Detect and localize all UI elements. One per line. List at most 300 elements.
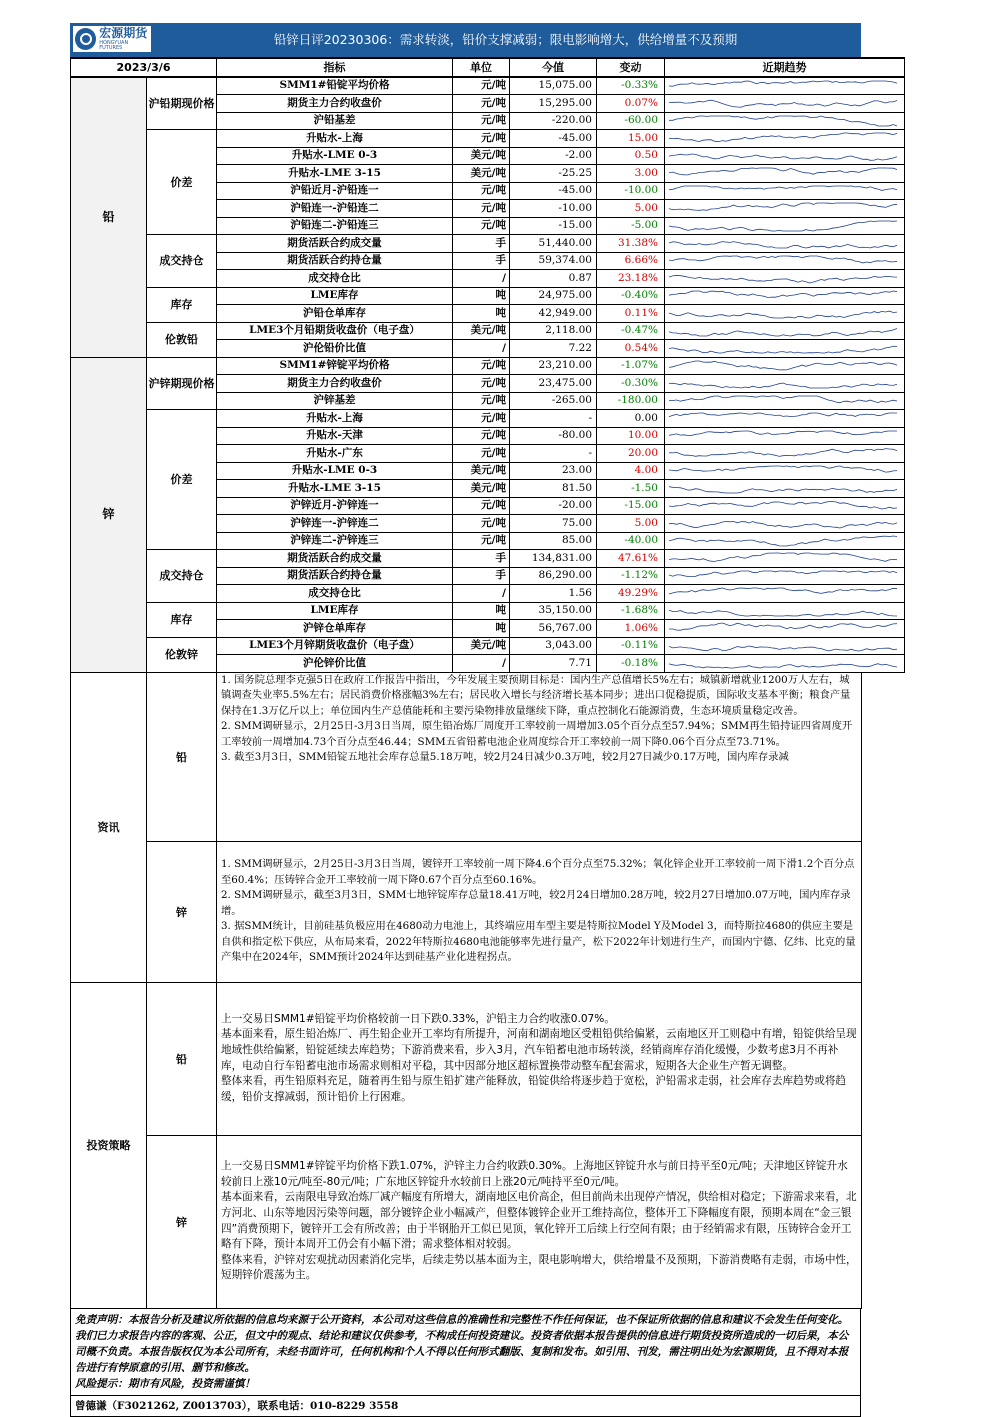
sparkline-line	[669, 186, 897, 190]
trend-sparkline	[665, 340, 905, 358]
indicator-change: -0.47%	[597, 322, 665, 340]
trend-sparkline	[665, 305, 905, 323]
trend-sparkline	[665, 445, 905, 463]
sparkline-chart	[667, 534, 903, 548]
indicator-unit: 手	[453, 252, 510, 270]
indicator-change: -1.68%	[597, 602, 665, 620]
sparkline-line	[669, 623, 897, 630]
indicator-change: 31.38%	[597, 235, 665, 253]
col-header-indicator: 指标	[217, 58, 453, 77]
indicator-unit: 吨	[453, 287, 510, 305]
indicator-change: -1.12%	[597, 567, 665, 585]
sparkline-line	[669, 610, 897, 616]
sparkline-line	[669, 100, 897, 107]
indicator-unit: 美元/吨	[453, 637, 510, 655]
trend-sparkline	[665, 147, 905, 165]
indicator-unit: 元/吨	[453, 532, 510, 550]
indicator-value: 23,210.00	[510, 357, 597, 375]
indicator-name: 升贴水-上海	[217, 410, 453, 428]
group-label: 价差	[147, 410, 217, 550]
indicator-change: -1.07%	[597, 357, 665, 375]
indicator-name: 沪铅近月-沪铅连一	[217, 182, 453, 200]
indicator-change: 1.06%	[597, 620, 665, 638]
group-label: 库存	[147, 602, 217, 637]
sparkline-chart	[667, 254, 903, 268]
news-zinc-item: 3. 据SMM统计，目前硅基负极应用在4680动力电池上，其终端应用车型主要是特斯拉Model Y及Model 3，而特斯拉4680的供应主要是自供和指定松下供应，从布局来看，2022年特斯拉4680电池能够率先进行量产，松下2022年计划进行生产，而国内宁德、亿纬、比克的量产集中在2024年，SMM预计2024年达到硅基产业化进程拐点。	[221, 920, 856, 964]
strategy-zinc-text	[217, 1135, 862, 1308]
group-label: 价差	[147, 130, 217, 235]
trend-sparkline	[665, 95, 905, 113]
indicator-value: -45.00	[510, 182, 597, 200]
trend-sparkline	[665, 112, 905, 130]
indicator-name: 期货主力合约收盘价	[217, 375, 453, 393]
sparkline-line	[669, 221, 897, 231]
indicator-value: -220.00	[510, 112, 597, 130]
indicator-name: 升贴水-天津	[217, 427, 453, 445]
indicator-change: 0.54%	[597, 340, 665, 358]
sparkline-chart	[667, 271, 903, 285]
sparkline-chart	[667, 604, 903, 618]
indicator-change: -1.50	[597, 480, 665, 498]
sparkline-line	[669, 571, 897, 577]
group-label: 伦敦锌	[147, 637, 217, 672]
indicator-unit: 美元/吨	[453, 147, 510, 165]
indicator-unit: 吨	[453, 602, 510, 620]
indicator-value: 1.56	[510, 585, 597, 603]
indicator-change: 0.50	[597, 147, 665, 165]
indicator-change: 10.00	[597, 427, 665, 445]
trend-sparkline	[665, 200, 905, 218]
indicator-value: 42,949.00	[510, 305, 597, 323]
indicator-value: 51,440.00	[510, 235, 597, 253]
sparkline-line	[669, 347, 897, 354]
indicator-value: 24,975.00	[510, 287, 597, 305]
strategy-lead-label: 铅	[147, 982, 217, 1135]
indicator-value: -25.25	[510, 165, 597, 183]
strategy-zinc-item: 整体来看，沪锌对宏观扰动因素消化完毕，后续走势以基本面为主，限电影响增大，供给增量不及预期，下游消费略有走弱，市场中性，短期锌价震荡为主。	[221, 1253, 857, 1282]
indicator-name: 升贴水-LME 3-15	[217, 165, 453, 183]
indicator-unit: 元/吨	[453, 445, 510, 463]
sparkline-chart	[667, 79, 903, 93]
sparkline-chart	[667, 306, 903, 320]
indicator-unit: /	[453, 340, 510, 358]
sparkline-chart	[667, 411, 903, 425]
indicator-value: 2,118.00	[510, 322, 597, 340]
sparkline-line	[669, 383, 897, 388]
sparkline-line	[669, 81, 897, 86]
sparkline-line	[669, 256, 897, 263]
indicator-value: 56,767.00	[510, 620, 597, 638]
indicator-unit: 手	[453, 550, 510, 568]
news-zinc-item: 1. SMM调研显示，2月25日-3月3日当周，镀锌开工率较前一周下降4.6个百分点至75.32%；氧化锌企业开工率较前一周下滑1.2个百分点至60.4%；压铸锌合金开工率较前一周下降0.67个百分点至60.16%。	[221, 857, 855, 886]
indicator-value: -10.00	[510, 200, 597, 218]
sparkline-chart	[667, 289, 903, 303]
trend-sparkline	[665, 252, 905, 270]
sparkline-line	[669, 553, 897, 561]
indicator-value: 81.50	[510, 480, 597, 498]
sparkline-line	[669, 413, 897, 417]
sparkline-line	[669, 536, 897, 546]
indicator-unit: 元/吨	[453, 392, 510, 410]
trend-sparkline	[665, 462, 905, 480]
indicator-name: 升贴水-LME 3-15	[217, 480, 453, 498]
indicator-change: 0.11%	[597, 305, 665, 323]
sparkline-chart	[667, 464, 903, 478]
indicator-change: -0.11%	[597, 637, 665, 655]
indicator-name: 期货活跃合约持仓量	[217, 252, 453, 270]
indicator-unit: 元/吨	[453, 95, 510, 113]
sparkline-chart	[667, 656, 903, 670]
indicator-change: -40.00	[597, 532, 665, 550]
table-row	[71, 130, 905, 148]
sparkline-line	[669, 291, 897, 298]
sparkline-chart	[667, 569, 903, 583]
group-label: 沪铅期现价格	[147, 77, 217, 130]
sparkline-line	[669, 242, 897, 248]
news-zinc-item: 2. SMM调研显示，截至3月3日，SMM七地锌锭库存总量18.41万吨，较2月24日增加0.28万吨，较2月27日增加0.07万吨，国内库存录增。	[221, 889, 851, 917]
indicator-change: 49.29%	[597, 585, 665, 603]
sparkline-line	[669, 664, 897, 668]
trend-sparkline	[665, 637, 905, 655]
indicator-unit: 元/吨	[453, 357, 510, 375]
indicator-change: 20.00	[597, 445, 665, 463]
col-header-unit: 单位	[453, 58, 510, 77]
trend-sparkline	[665, 655, 905, 673]
indicator-unit: 美元/吨	[453, 165, 510, 183]
indicator-unit: /	[453, 585, 510, 603]
indicator-unit: 手	[453, 567, 510, 585]
indicator-value: 86,290.00	[510, 567, 597, 585]
sparkline-line	[669, 522, 897, 529]
strategy-zinc-label: 锌	[147, 1135, 217, 1308]
strategy-lead-text	[217, 982, 862, 1135]
indicator-change: -60.00	[597, 112, 665, 130]
sparkline-line	[669, 116, 897, 126]
indicator-unit: 元/吨	[453, 427, 510, 445]
indicator-value: 85.00	[510, 532, 597, 550]
indicator-value: -265.00	[510, 392, 597, 410]
indicator-name: 沪锌仓单库存	[217, 620, 453, 638]
indicator-change: 15.00	[597, 130, 665, 148]
sparkline-line	[669, 449, 897, 457]
indicator-change: 4.00	[597, 462, 665, 480]
disclaimer-text: 免责声明：本报告分析及建议所依据的信息均来源于公开资料，本公司对这些信息的准确性和完整性不作任何保证，也不保证所依据的信息和建议不会发生任何变化。我们已力求报告内容的客观、公正，但文中的观点、结论和建议仅供参考，不构成任何投资建议。投资者依据本报告提供的信息进行期货投资所造成的一切后果，本公司概不负责。本报告版权仅为本公司所有，未经书面许可，任何机构和个人不得以任何形式翻版、复制和发布。如引用、刊发，需注明出处为宏源期货，且不得对本报告进行有悖原意的引用、删节和修改。	[75, 1313, 849, 1374]
indicator-unit: 元/吨	[453, 200, 510, 218]
indicator-name: 期货活跃合约成交量	[217, 550, 453, 568]
metal-label: 锌	[71, 357, 147, 672]
indicator-unit: 美元/吨	[453, 480, 510, 498]
sparkline-chart	[667, 324, 903, 338]
indicator-value: 134,831.00	[510, 550, 597, 568]
trend-sparkline	[665, 602, 905, 620]
indicator-value: 59,374.00	[510, 252, 597, 270]
indicator-unit: /	[453, 655, 510, 673]
sparkline-chart	[667, 516, 903, 530]
indicator-unit: 美元/吨	[453, 322, 510, 340]
indicator-value: 23.00	[510, 462, 597, 480]
indicator-name: LME库存	[217, 287, 453, 305]
indicator-name: 升贴水-上海	[217, 130, 453, 148]
indicator-name: 成交持仓比	[217, 270, 453, 288]
sparkline-line	[669, 361, 897, 370]
sparkline-chart	[667, 359, 903, 373]
indicator-name: 沪锌近月-沪锌连一	[217, 497, 453, 515]
sparkline-line	[669, 311, 897, 318]
indicator-value: -	[510, 410, 597, 428]
disclaimer	[70, 1308, 861, 1396]
strategy-lead-item: 整体来看，再生铅原料充足，随着再生铅与原生铅扩建产能释放，铅锭供给将逐步趋于宽松，沪铅需求走弱，社会库存去库趋势或将趋缓，铅价支撑减弱，预计铅价上行困难。	[221, 1075, 847, 1103]
indicator-unit: 吨	[453, 620, 510, 638]
sparkline-chart	[667, 376, 903, 390]
col-header-change: 变动	[597, 58, 665, 77]
indicator-unit: 元/吨	[453, 515, 510, 533]
sparkline-chart	[667, 96, 903, 110]
trend-sparkline	[665, 235, 905, 253]
trend-sparkline	[665, 532, 905, 550]
report-sheet	[70, 23, 861, 1417]
strategy-lead-item: 基本面来看，原生铅冶炼厂、再生铅企业开工率均有所提升，河南和湖南地区受粗铅供给偏紧，云南地区开工则稳中有增，铅锭供给呈现地域性供给偏紧，铅锭延续去库趋势；下游消费来看，步入3月，汽车铅蓄电池市场转淡，经销商库存消化缓慢，少数考虑3月不再补库，电动自行车铅蓄电池市场需求则相对平稳，其中因部分地区超标置换带动整车配套需求，短期各大企业生产暂无调整。	[221, 1028, 857, 1072]
sparkline-chart	[667, 499, 903, 513]
indicator-change: -5.00	[597, 217, 665, 235]
news-section	[70, 672, 862, 983]
sparkline-chart	[667, 446, 903, 460]
table-header-row	[71, 58, 905, 77]
logo-mark-icon	[75, 28, 96, 50]
news-lead-label: 铅	[147, 672, 217, 841]
indicator-name: 升贴水-LME 0-3	[217, 147, 453, 165]
trend-sparkline	[665, 515, 905, 533]
group-label: 伦敦铅	[147, 322, 217, 357]
analyst-contact: 曾德谦（F3021262, Z0013703），联系电话：010-8229 3558	[70, 1395, 861, 1417]
table-row	[71, 322, 905, 340]
sparkline-chart	[667, 621, 903, 635]
logo-name-cn: 宏源期货	[99, 26, 148, 40]
news-zinc-text	[217, 841, 862, 982]
indicator-name: 期货活跃合约成交量	[217, 235, 453, 253]
indicator-name: 沪伦锌价比值	[217, 655, 453, 673]
indicator-change: -0.30%	[597, 375, 665, 393]
indicator-value: -20.00	[510, 497, 597, 515]
news-lead-item: 3. 截至3月3日，SMM铅锭五地社会库存总量5.18万吨，较2月24日减少0.3万吨，较2月27日减少0.17万吨，国内库存录减	[221, 751, 789, 764]
company-logo	[73, 26, 151, 52]
group-label: 成交持仓	[147, 235, 217, 288]
trend-sparkline	[665, 357, 905, 375]
table-row	[71, 357, 905, 375]
sparkline-chart	[667, 586, 903, 600]
indicator-value: 23,475.00	[510, 375, 597, 393]
strategy-section	[70, 982, 862, 1309]
indicator-change: -0.33%	[597, 77, 665, 95]
risk-warning: 风险提示：期市有风险，投资需谨慎！	[75, 1377, 256, 1390]
indicator-change: 23.18%	[597, 270, 665, 288]
news-lead-item: 2. SMM调研显示，2月25日-3月3日当周，原生铅冶炼厂周度开工率较前一周增加3.05个百分点至57.94%；SMM再生铅持证四省周度开工率较前一周增加4.73个百分点至46.44；SMM五省铅蓄电池企业周度综合开工率较前一周下降0.06个百分点至73.71%。	[221, 720, 853, 748]
col-header-trend: 近期趋势	[665, 58, 905, 77]
sparkline-line	[669, 646, 897, 651]
news-lead-item: 1. 国务院总理李克强5日在政府工作报告中指出，今年发展主要预期目标是：国内生产总值增长5%左右；城镇新增就业1200万人左右，城镇调查失业率5.5%左右；居民消费价格涨幅3%左右；居民收入增长与经济增长基本同步；进出口促稳提质，国际收支基本平衡；粮食产量保持在1.3万亿斤以上；单位国内生产总值能耗和主要污染物排放量继续下降，重点控制化石能源消费，生态环境质量稳定改善。	[221, 673, 851, 717]
news-zinc-label: 锌	[147, 841, 217, 982]
trend-sparkline	[665, 375, 905, 393]
indicator-name: 沪锌连一-沪锌连二	[217, 515, 453, 533]
table-row	[71, 410, 905, 428]
indicator-change: 0.07%	[597, 95, 665, 113]
indicator-table	[70, 57, 905, 673]
indicator-unit: 元/吨	[453, 130, 510, 148]
table-row	[71, 287, 905, 305]
indicator-change: -180.00	[597, 392, 665, 410]
indicator-value: -	[510, 445, 597, 463]
indicator-name: LME3个月锌期货收盘价（电子盘）	[217, 637, 453, 655]
trend-sparkline	[665, 392, 905, 410]
group-label: 沪锌期现价格	[147, 357, 217, 410]
trend-sparkline	[665, 165, 905, 183]
strategy-label: 投资策略	[71, 982, 147, 1308]
indicator-unit: 元/吨	[453, 77, 510, 95]
indicator-value: -45.00	[510, 130, 597, 148]
trend-sparkline	[665, 410, 905, 428]
indicator-value: -80.00	[510, 427, 597, 445]
indicator-unit: 元/吨	[453, 182, 510, 200]
sparkline-chart	[667, 236, 903, 250]
trend-sparkline	[665, 287, 905, 305]
indicator-change: -10.00	[597, 182, 665, 200]
indicator-name: 沪铅基差	[217, 112, 453, 130]
strategy-lead-item: 上一交易日SMM1#铅锭平均价格较前一日下跌0.33%，沪铅主力合约收涨0.07%。	[221, 1012, 615, 1025]
trend-sparkline	[665, 217, 905, 235]
sparkline-line	[669, 328, 897, 336]
trend-sparkline	[665, 322, 905, 340]
trend-sparkline	[665, 550, 905, 568]
indicator-unit: 元/吨	[453, 217, 510, 235]
indicator-unit: 元/吨	[453, 410, 510, 428]
indicator-unit: 手	[453, 235, 510, 253]
news-lead-text	[217, 672, 862, 841]
indicator-value: 15,295.00	[510, 95, 597, 113]
indicator-name: 期货主力合约收盘价	[217, 95, 453, 113]
indicator-unit: 吨	[453, 305, 510, 323]
sparkline-line	[669, 487, 897, 493]
report-date: 2023/3/6	[71, 58, 217, 77]
sparkline-chart	[667, 166, 903, 180]
indicator-name: 沪铅连一-沪铅连二	[217, 200, 453, 218]
sparkline-line	[669, 396, 897, 403]
group-label: 库存	[147, 287, 217, 322]
indicator-change: 3.00	[597, 165, 665, 183]
sparkline-line	[669, 133, 897, 142]
metal-label: 铅	[71, 77, 147, 358]
trend-sparkline	[665, 585, 905, 603]
indicator-value: 7.71	[510, 655, 597, 673]
sparkline-chart	[667, 131, 903, 145]
trend-sparkline	[665, 497, 905, 515]
sparkline-chart	[667, 481, 903, 495]
indicator-unit: 元/吨	[453, 112, 510, 130]
table-row	[71, 77, 905, 95]
indicator-name: LME3个月铅期货收盘价（电子盘）	[217, 322, 453, 340]
sparkline-chart	[667, 219, 903, 233]
indicator-change: -0.18%	[597, 655, 665, 673]
indicator-unit: 元/吨	[453, 497, 510, 515]
sparkline-chart	[667, 114, 903, 128]
indicator-name: 期货活跃合约持仓量	[217, 567, 453, 585]
col-header-value: 今值	[510, 58, 597, 77]
indicator-change: 47.61%	[597, 550, 665, 568]
indicator-name: SMM1#铅锭平均价格	[217, 77, 453, 95]
sparkline-chart	[667, 429, 903, 443]
trend-sparkline	[665, 77, 905, 95]
indicator-unit: 元/吨	[453, 375, 510, 393]
indicator-change: -15.00	[597, 497, 665, 515]
indicator-value: 7.22	[510, 340, 597, 358]
indicator-unit: /	[453, 270, 510, 288]
indicator-name: SMM1#锌锭平均价格	[217, 357, 453, 375]
indicator-name: 升贴水-广东	[217, 445, 453, 463]
trend-sparkline	[665, 567, 905, 585]
trend-sparkline	[665, 620, 905, 638]
trend-sparkline	[665, 130, 905, 148]
sparkline-line	[669, 431, 897, 436]
indicator-name: LME库存	[217, 602, 453, 620]
indicator-change: 5.00	[597, 200, 665, 218]
logo-name-en: HONGYUAN FUTURES	[99, 40, 129, 51]
sparkline-chart	[667, 149, 903, 163]
indicator-value: 35,150.00	[510, 602, 597, 620]
sparkline-line	[669, 203, 897, 210]
sparkline-line	[669, 276, 897, 284]
indicator-change: 5.00	[597, 515, 665, 533]
indicator-name: 升贴水-LME 0-3	[217, 462, 453, 480]
indicator-unit: 美元/吨	[453, 462, 510, 480]
indicator-value: 15,075.00	[510, 77, 597, 95]
sparkline-chart	[667, 551, 903, 565]
sparkline-line	[669, 168, 897, 175]
sparkline-chart	[667, 201, 903, 215]
indicator-value: 75.00	[510, 515, 597, 533]
report-title: 铅锌日评20230306：需求转淡，铅价支撑减弱；限电影响增大，供给增量不及预期	[273, 32, 738, 47]
indicator-change: 0.00	[597, 410, 665, 428]
group-label: 成交持仓	[147, 550, 217, 603]
table-row	[71, 235, 905, 253]
sparkline-line	[669, 501, 897, 509]
indicator-name: 沪铅连二-沪铅连三	[217, 217, 453, 235]
sparkline-chart	[667, 184, 903, 198]
indicator-name: 沪伦铅价比值	[217, 340, 453, 358]
strategy-zinc-item: 基本面来看，云南限电导致冶炼厂减产幅度有所增大，湖南地区电价高企，但目前尚未出现停产情况，供给相对稳定；下游需求来看，北方河北、山东等地因污染等问题，部分镀锌企业小幅减产，但整体镀锌企业开工维持高位，整体开工下降幅度有限，预期本周在“金三银四”消费预期下，镀锌开工会有所改善；由于半钢胎开工似已见顶，氧化锌开工后续上行空间有限；由于经销需求有限，压铸锌合金开工略有下降，预计本周开工仍会有小幅下滑；需求整体相对较弱。	[221, 1191, 857, 1251]
table-row	[71, 550, 905, 568]
indicator-change: -0.40%	[597, 287, 665, 305]
sparkline-line	[669, 588, 897, 594]
indicator-name: 沪锌连二-沪锌连三	[217, 532, 453, 550]
sparkline-line	[669, 154, 897, 160]
news-label: 资讯	[71, 672, 147, 982]
sparkline-chart	[667, 639, 903, 653]
indicator-name: 沪锌基差	[217, 392, 453, 410]
indicator-value: -2.00	[510, 147, 597, 165]
table-row	[71, 637, 905, 655]
trend-sparkline	[665, 427, 905, 445]
trend-sparkline	[665, 270, 905, 288]
indicator-change: 6.66%	[597, 252, 665, 270]
sparkline-line	[669, 466, 897, 472]
indicator-value: -15.00	[510, 217, 597, 235]
table-row	[71, 602, 905, 620]
strategy-zinc-item: 上一交易日SMM1#锌锭平均价格下跌1.07%，沪锌主力合约收跌0.30%。上海地区锌锭升水与前日持平至0元/吨；天津地区锌锭升水较前日上涨10元/吨至-80元/吨；广东地区锌锭升水较前日上涨20元/吨持平至0元/吨。	[221, 1160, 848, 1188]
report-header	[70, 23, 861, 57]
trend-sparkline	[665, 182, 905, 200]
indicator-value: 3,043.00	[510, 637, 597, 655]
trend-sparkline	[665, 480, 905, 498]
sparkline-chart	[667, 341, 903, 355]
indicator-name: 成交持仓比	[217, 585, 453, 603]
